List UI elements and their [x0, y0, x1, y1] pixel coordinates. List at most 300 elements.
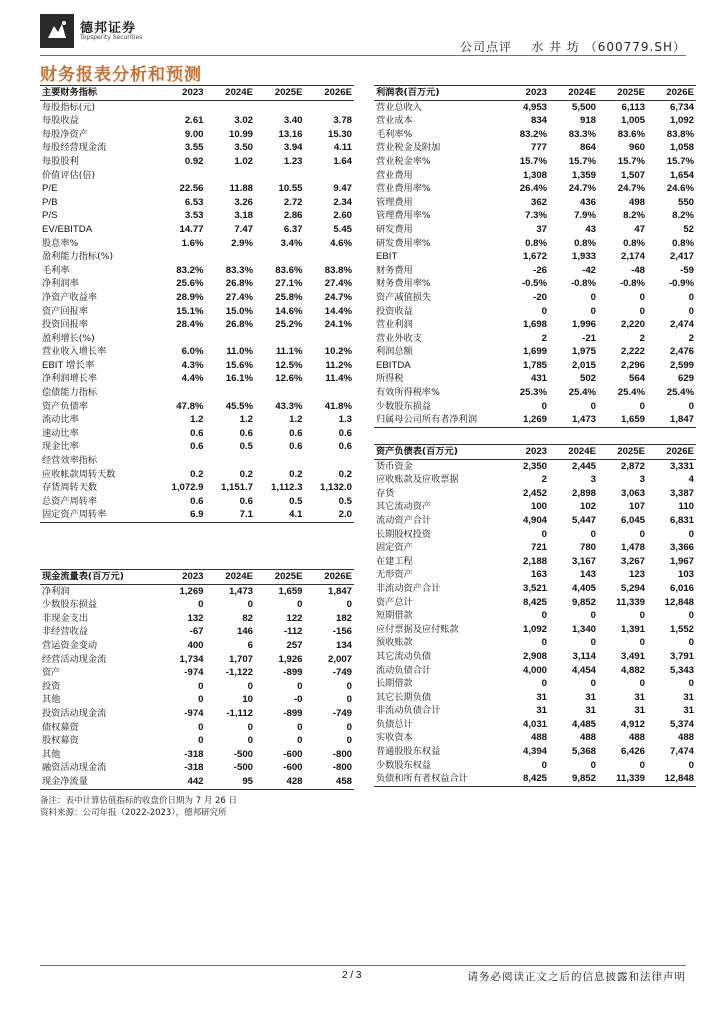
row-value: 100	[530, 501, 547, 513]
row-value: 1,473	[549, 413, 598, 427]
table-row	[374, 568, 696, 582]
row-value: 4,485	[571, 718, 596, 730]
row-value: 0	[639, 678, 645, 690]
row-value: 1,707	[228, 653, 253, 665]
table-row	[374, 141, 696, 155]
table-row	[374, 413, 696, 427]
table-row	[40, 707, 354, 721]
row-value: 6.0%	[181, 346, 204, 358]
table-row	[374, 691, 696, 705]
table-row	[40, 305, 354, 319]
row-value: 12,848	[647, 772, 696, 786]
row-label: 研发费用	[376, 223, 413, 235]
row-label: 毛利率%	[376, 128, 413, 140]
row-value: 1,391	[620, 623, 645, 635]
row-value: 134	[335, 639, 352, 651]
row-value: 41.8%	[324, 400, 352, 412]
row-label: 现金比率	[42, 441, 79, 453]
row-label: 有效所得税率%	[376, 387, 440, 399]
row-value: 1,847	[327, 585, 352, 597]
row-value: 5,447	[571, 514, 596, 526]
table-row	[374, 759, 696, 773]
row-value: 2.60	[333, 210, 352, 222]
row-value: -800	[332, 748, 352, 760]
row-value: 6,426	[620, 746, 645, 758]
row-value: 550	[677, 196, 694, 208]
row-value: 3.02	[234, 115, 253, 127]
row-value: 2,445	[571, 460, 596, 472]
row-value: 1.23	[283, 155, 303, 167]
row-value: 1,340	[571, 623, 596, 635]
row-value: 31	[536, 705, 547, 717]
row-label: 毛利率	[42, 264, 70, 276]
row-value: 28.4%	[176, 319, 204, 331]
table-row	[40, 468, 354, 482]
table-row	[374, 264, 696, 278]
row-value: 83.8%	[666, 128, 694, 140]
row-value: 6.9	[156, 508, 206, 522]
row-value: 488	[628, 732, 645, 744]
row-value	[255, 386, 305, 400]
table-row	[374, 731, 696, 745]
row-value	[206, 169, 256, 183]
row-value: 257	[286, 639, 303, 651]
row-value: 31	[634, 705, 645, 717]
row-value: 83.2%	[519, 128, 547, 140]
row-value: 1.64	[333, 155, 352, 167]
row-value: 6,734	[669, 101, 694, 113]
row-value: 4,882	[620, 664, 645, 676]
row-value: 83.6%	[275, 264, 303, 276]
row-value: 1,112.3	[271, 482, 303, 494]
row-value: -500	[233, 762, 253, 774]
row-value: 24.7%	[617, 183, 645, 195]
row-value: 107	[628, 501, 645, 513]
row-label: 负债总计	[376, 718, 413, 730]
table-row	[40, 775, 354, 789]
table-row	[40, 625, 354, 639]
footer-divider	[40, 965, 686, 966]
table-row	[374, 623, 696, 637]
row-value: 3.40	[283, 115, 303, 127]
logo-chinese-name: 德邦证券	[80, 21, 137, 36]
row-value: 362	[530, 196, 547, 208]
row-value: 12,848	[664, 596, 694, 608]
row-value: 0	[639, 759, 645, 771]
row-value: 2.86	[283, 210, 303, 222]
row-value: 5,374	[669, 718, 694, 730]
row-value: 6,113	[621, 101, 645, 113]
row-value: 0.8%	[574, 237, 596, 249]
row-value: 2,898	[571, 487, 596, 499]
row-value: 25.4%	[666, 387, 694, 399]
table-title: 利润表(百万元)	[374, 86, 500, 101]
row-value: 0	[247, 680, 253, 692]
table-row	[40, 481, 354, 495]
row-value: 82	[242, 612, 253, 624]
column-header-year: 2026E	[305, 86, 355, 101]
row-label: 经营效率指标	[42, 455, 98, 467]
row-value: 14.6%	[275, 305, 303, 317]
row-value: 2,452	[522, 487, 547, 499]
row-label: 应付票据及应付账款	[376, 623, 459, 635]
table-row	[374, 500, 696, 514]
row-label: 其他	[42, 694, 61, 706]
row-value	[305, 332, 355, 346]
row-label: 每股经营现金流	[42, 142, 107, 154]
row-value: 2	[541, 474, 547, 486]
row-value: 0	[247, 599, 253, 611]
row-label: 固定资产	[376, 542, 413, 554]
row-value: 2,474	[669, 319, 694, 331]
row-value: 0	[198, 680, 204, 692]
row-value: 780	[579, 542, 596, 554]
row-value: 0.2	[239, 468, 253, 480]
row-label: 营业税金及附加	[376, 142, 441, 154]
row-value	[255, 454, 305, 468]
row-value: -749	[332, 707, 352, 719]
row-value: 15.1%	[176, 305, 204, 317]
table-row	[374, 745, 696, 759]
column-header-year: 2026E	[647, 86, 696, 101]
row-value: 0	[639, 400, 645, 412]
row-value: -800	[332, 762, 352, 774]
table-row	[40, 761, 354, 775]
row-label: EBITDA	[376, 359, 411, 371]
row-value: 31	[683, 705, 694, 717]
row-value: 3,791	[669, 650, 694, 662]
row-label: P/E	[42, 183, 58, 195]
row-value: 0	[688, 678, 694, 690]
row-value: 26.8%	[225, 278, 253, 290]
row-label: EV/EBITDA	[42, 223, 93, 235]
row-value: 6	[247, 639, 253, 651]
row-value: 11.88	[229, 183, 253, 195]
row-value: 25.4%	[617, 387, 645, 399]
row-label: 非流动资产合计	[376, 582, 441, 594]
row-label: 盈利增长(%)	[42, 332, 95, 344]
row-value: 11.1%	[275, 346, 303, 358]
row-label: 少数股东损益	[376, 400, 432, 412]
row-value: 1,933	[571, 251, 596, 263]
row-value: 2,908	[522, 650, 547, 662]
table-row	[374, 169, 696, 183]
row-label: 长期借款	[376, 678, 413, 690]
row-label: P/S	[42, 210, 58, 222]
row-label: 预收账款	[376, 637, 413, 649]
row-value: 1,478	[620, 542, 645, 554]
row-value: 31	[536, 691, 547, 703]
table-row	[40, 250, 354, 264]
row-value: 2.61	[184, 115, 204, 127]
row-value: 4.3%	[181, 359, 204, 371]
row-value: -26	[533, 264, 547, 276]
row-value: 0	[541, 637, 547, 649]
table-row	[374, 664, 696, 678]
table-row	[40, 584, 354, 598]
row-value	[206, 250, 256, 264]
row-label: 营运资金变动	[42, 639, 98, 651]
row-value: 10.99	[228, 128, 253, 140]
row-value: 2,417	[669, 251, 694, 263]
row-value	[156, 454, 206, 468]
row-value: 43.3%	[275, 400, 303, 412]
table-row	[40, 653, 354, 667]
row-value: 11.2%	[325, 359, 352, 371]
row-value: 27.4%	[324, 278, 352, 290]
table-row	[40, 721, 354, 735]
row-value	[255, 100, 305, 114]
row-value	[156, 386, 206, 400]
row-value: 4,454	[571, 664, 596, 676]
row-value: 24.1%	[324, 319, 352, 331]
row-value: 0	[297, 599, 303, 611]
row-value: 721	[530, 542, 547, 554]
row-label: 融资活动现金流	[42, 762, 107, 774]
row-value: 163	[530, 569, 547, 581]
table-row	[40, 155, 354, 169]
row-value: -974	[184, 667, 204, 679]
doc-type: 公司点评	[459, 40, 512, 54]
row-label: 财务费用	[376, 264, 413, 276]
table-row	[374, 677, 696, 691]
row-value	[156, 169, 206, 183]
row-value: 27.4%	[225, 291, 253, 303]
row-value: 5,343	[669, 664, 694, 676]
row-label: 速动比率	[42, 427, 79, 439]
row-label: 其它长期负债	[376, 691, 432, 703]
table-row	[40, 169, 354, 183]
row-label: 投资收益	[376, 305, 413, 317]
row-value: 0	[346, 735, 352, 747]
row-value: 6,016	[669, 582, 694, 594]
row-label: 流动比率	[42, 414, 79, 426]
row-value: 918	[579, 115, 596, 127]
row-value: -318	[184, 762, 204, 774]
row-value: 0	[688, 528, 694, 540]
column-header-year: 2023	[156, 570, 206, 585]
row-value: 0	[247, 735, 253, 747]
row-label: EBIT 增长率	[42, 359, 95, 371]
row-value: 3.50	[234, 142, 253, 154]
row-value: 45.5%	[225, 400, 253, 412]
row-value: 488	[677, 732, 694, 744]
row-label: 存货	[376, 487, 395, 499]
row-value: 3,167	[571, 555, 596, 567]
row-value: 83.3%	[568, 128, 596, 140]
table-row	[374, 772, 696, 786]
row-label: 每股指标(元)	[42, 101, 96, 113]
row-value: 564	[628, 373, 645, 385]
row-value: -974	[184, 707, 204, 719]
table-row	[374, 596, 696, 610]
row-value: 2,007	[327, 653, 352, 665]
row-label: 现金净流量	[40, 775, 156, 789]
row-value: 498	[628, 196, 645, 208]
table-header-row	[40, 570, 354, 585]
row-value: 15.0%	[225, 305, 253, 317]
row-value: 428	[255, 775, 305, 789]
row-label: 长期股权投资	[376, 528, 432, 540]
table-row	[40, 508, 354, 522]
row-value: 1.3	[338, 414, 352, 426]
table-row	[40, 639, 354, 653]
row-value: 7.9%	[574, 210, 596, 222]
table-row	[40, 680, 354, 694]
row-label: 无形资产	[376, 569, 413, 581]
row-value: 4,912	[620, 718, 645, 730]
row-label: 管理费用率%	[376, 210, 431, 222]
row-value: 4	[688, 474, 694, 486]
column-header-year: 2023	[500, 86, 549, 101]
table-row	[374, 609, 696, 623]
row-value: 0	[541, 400, 547, 412]
row-value: 400	[187, 639, 204, 651]
column-header-year: 2024E	[206, 570, 256, 585]
row-label: 应收账款及应收票据	[376, 474, 459, 486]
row-value: 864	[579, 142, 596, 154]
row-label: 普通股股东权益	[376, 746, 441, 758]
table-title: 资产负债表(百万元)	[374, 445, 500, 460]
row-value: 5,368	[571, 746, 596, 758]
column-header-year: 2025E	[598, 445, 647, 460]
table-row	[374, 250, 696, 264]
row-value: 2,872	[620, 460, 645, 472]
row-value: -0.9%	[668, 278, 694, 290]
row-label: 其他	[42, 748, 61, 760]
row-value: 25.2%	[275, 319, 303, 331]
row-value: -20	[533, 291, 547, 303]
row-label: 每股净资产	[42, 128, 88, 140]
table-row	[40, 114, 354, 128]
table-row	[374, 155, 696, 169]
row-value: 0	[590, 637, 596, 649]
row-label: 偿债能力指标	[42, 387, 98, 399]
row-value	[206, 332, 256, 346]
row-value: 1,926	[278, 653, 303, 665]
row-value: 4,953	[522, 101, 547, 113]
row-value: 0.5	[289, 495, 303, 507]
table-row	[374, 650, 696, 664]
row-value: 0.8%	[623, 237, 645, 249]
row-value: 1,473	[228, 585, 253, 597]
row-label: P/B	[42, 196, 58, 208]
row-value: 3.55	[184, 142, 204, 154]
table-row	[40, 693, 354, 707]
row-value	[255, 250, 305, 264]
table-row	[374, 345, 696, 359]
row-value: 629	[677, 373, 694, 385]
row-value: 1,996	[571, 319, 596, 331]
table-row	[374, 332, 696, 346]
row-value: 0.92	[184, 155, 204, 167]
table-row	[40, 495, 354, 509]
column-header-year: 2026E	[647, 445, 696, 460]
row-value: 1,699	[522, 346, 547, 358]
row-value: 0	[688, 759, 694, 771]
table-row	[374, 237, 696, 251]
row-label: 研发费用率%	[376, 237, 431, 249]
row-value: 26.8%	[225, 319, 253, 331]
row-label: 资产	[42, 667, 61, 679]
row-value: 1.02	[234, 155, 253, 167]
row-value: 4.11	[333, 142, 352, 154]
row-label: 其它流动负债	[376, 650, 432, 662]
row-label: 负债和所有者权益合计	[374, 772, 500, 786]
row-label: 营业成本	[376, 115, 413, 127]
stock-ticker: （600779.SH）	[584, 40, 686, 54]
table-row	[374, 372, 696, 386]
row-value: -1,122	[225, 667, 253, 679]
table-row	[40, 264, 354, 278]
row-value	[255, 332, 305, 346]
row-label: 营业外收支	[376, 332, 422, 344]
table-row	[374, 528, 696, 542]
table-row	[40, 666, 354, 680]
row-label: 投资回报率	[42, 319, 88, 331]
row-label: 少数股东权益	[376, 759, 432, 771]
row-value: 83.2%	[176, 264, 204, 276]
table-row	[374, 718, 696, 732]
row-value: 1,151.7	[220, 482, 253, 494]
row-value: 8.2%	[672, 210, 694, 222]
row-label: 投资	[42, 680, 61, 692]
row-value: 488	[579, 732, 596, 744]
row-label: 财务费用率%	[376, 278, 431, 290]
row-value: 0.6	[190, 441, 204, 453]
row-value: 1,975	[571, 346, 596, 358]
row-label: 非经营收益	[42, 626, 88, 638]
row-value: -156	[332, 626, 352, 638]
row-value: 1,659	[598, 413, 647, 427]
row-value: -21	[582, 332, 596, 344]
table-row	[374, 459, 696, 473]
row-label: 净利润增长率	[42, 373, 98, 385]
table-row	[374, 541, 696, 555]
row-value: 5,294	[620, 582, 645, 594]
row-value: -600	[283, 748, 303, 760]
row-value: 0	[688, 291, 694, 303]
row-label: 资产总计	[376, 596, 413, 608]
row-label: 流动负债合计	[376, 664, 432, 676]
row-label: 总资产周转率	[42, 495, 98, 507]
table-row	[374, 487, 696, 501]
row-value: 0.6	[338, 441, 352, 453]
row-value: 3,521	[522, 582, 547, 594]
row-value: 0	[688, 400, 694, 412]
row-value: 15.7%	[568, 155, 596, 167]
row-value: 488	[530, 732, 547, 744]
row-value: 31	[585, 691, 596, 703]
table-row	[374, 305, 696, 319]
table-row	[40, 598, 354, 612]
row-value: 11.4%	[325, 373, 352, 385]
table-row	[374, 223, 696, 237]
report-header	[460, 38, 686, 55]
row-label: 营业利润	[376, 319, 413, 331]
table-row	[374, 277, 696, 291]
row-value: 7.47	[234, 223, 253, 235]
row-label: 盈利能力指标(%)	[42, 251, 114, 263]
row-value: 3	[590, 474, 596, 486]
table-row	[374, 400, 696, 414]
row-value: 24.7%	[324, 291, 352, 303]
section-title: 财务报表分析和预测	[40, 65, 202, 85]
column-header-year: 2023	[156, 86, 206, 101]
row-label: 营业收入增长率	[42, 346, 107, 358]
row-value: 1,847	[647, 413, 696, 427]
row-label: 资产回报率	[42, 305, 88, 317]
